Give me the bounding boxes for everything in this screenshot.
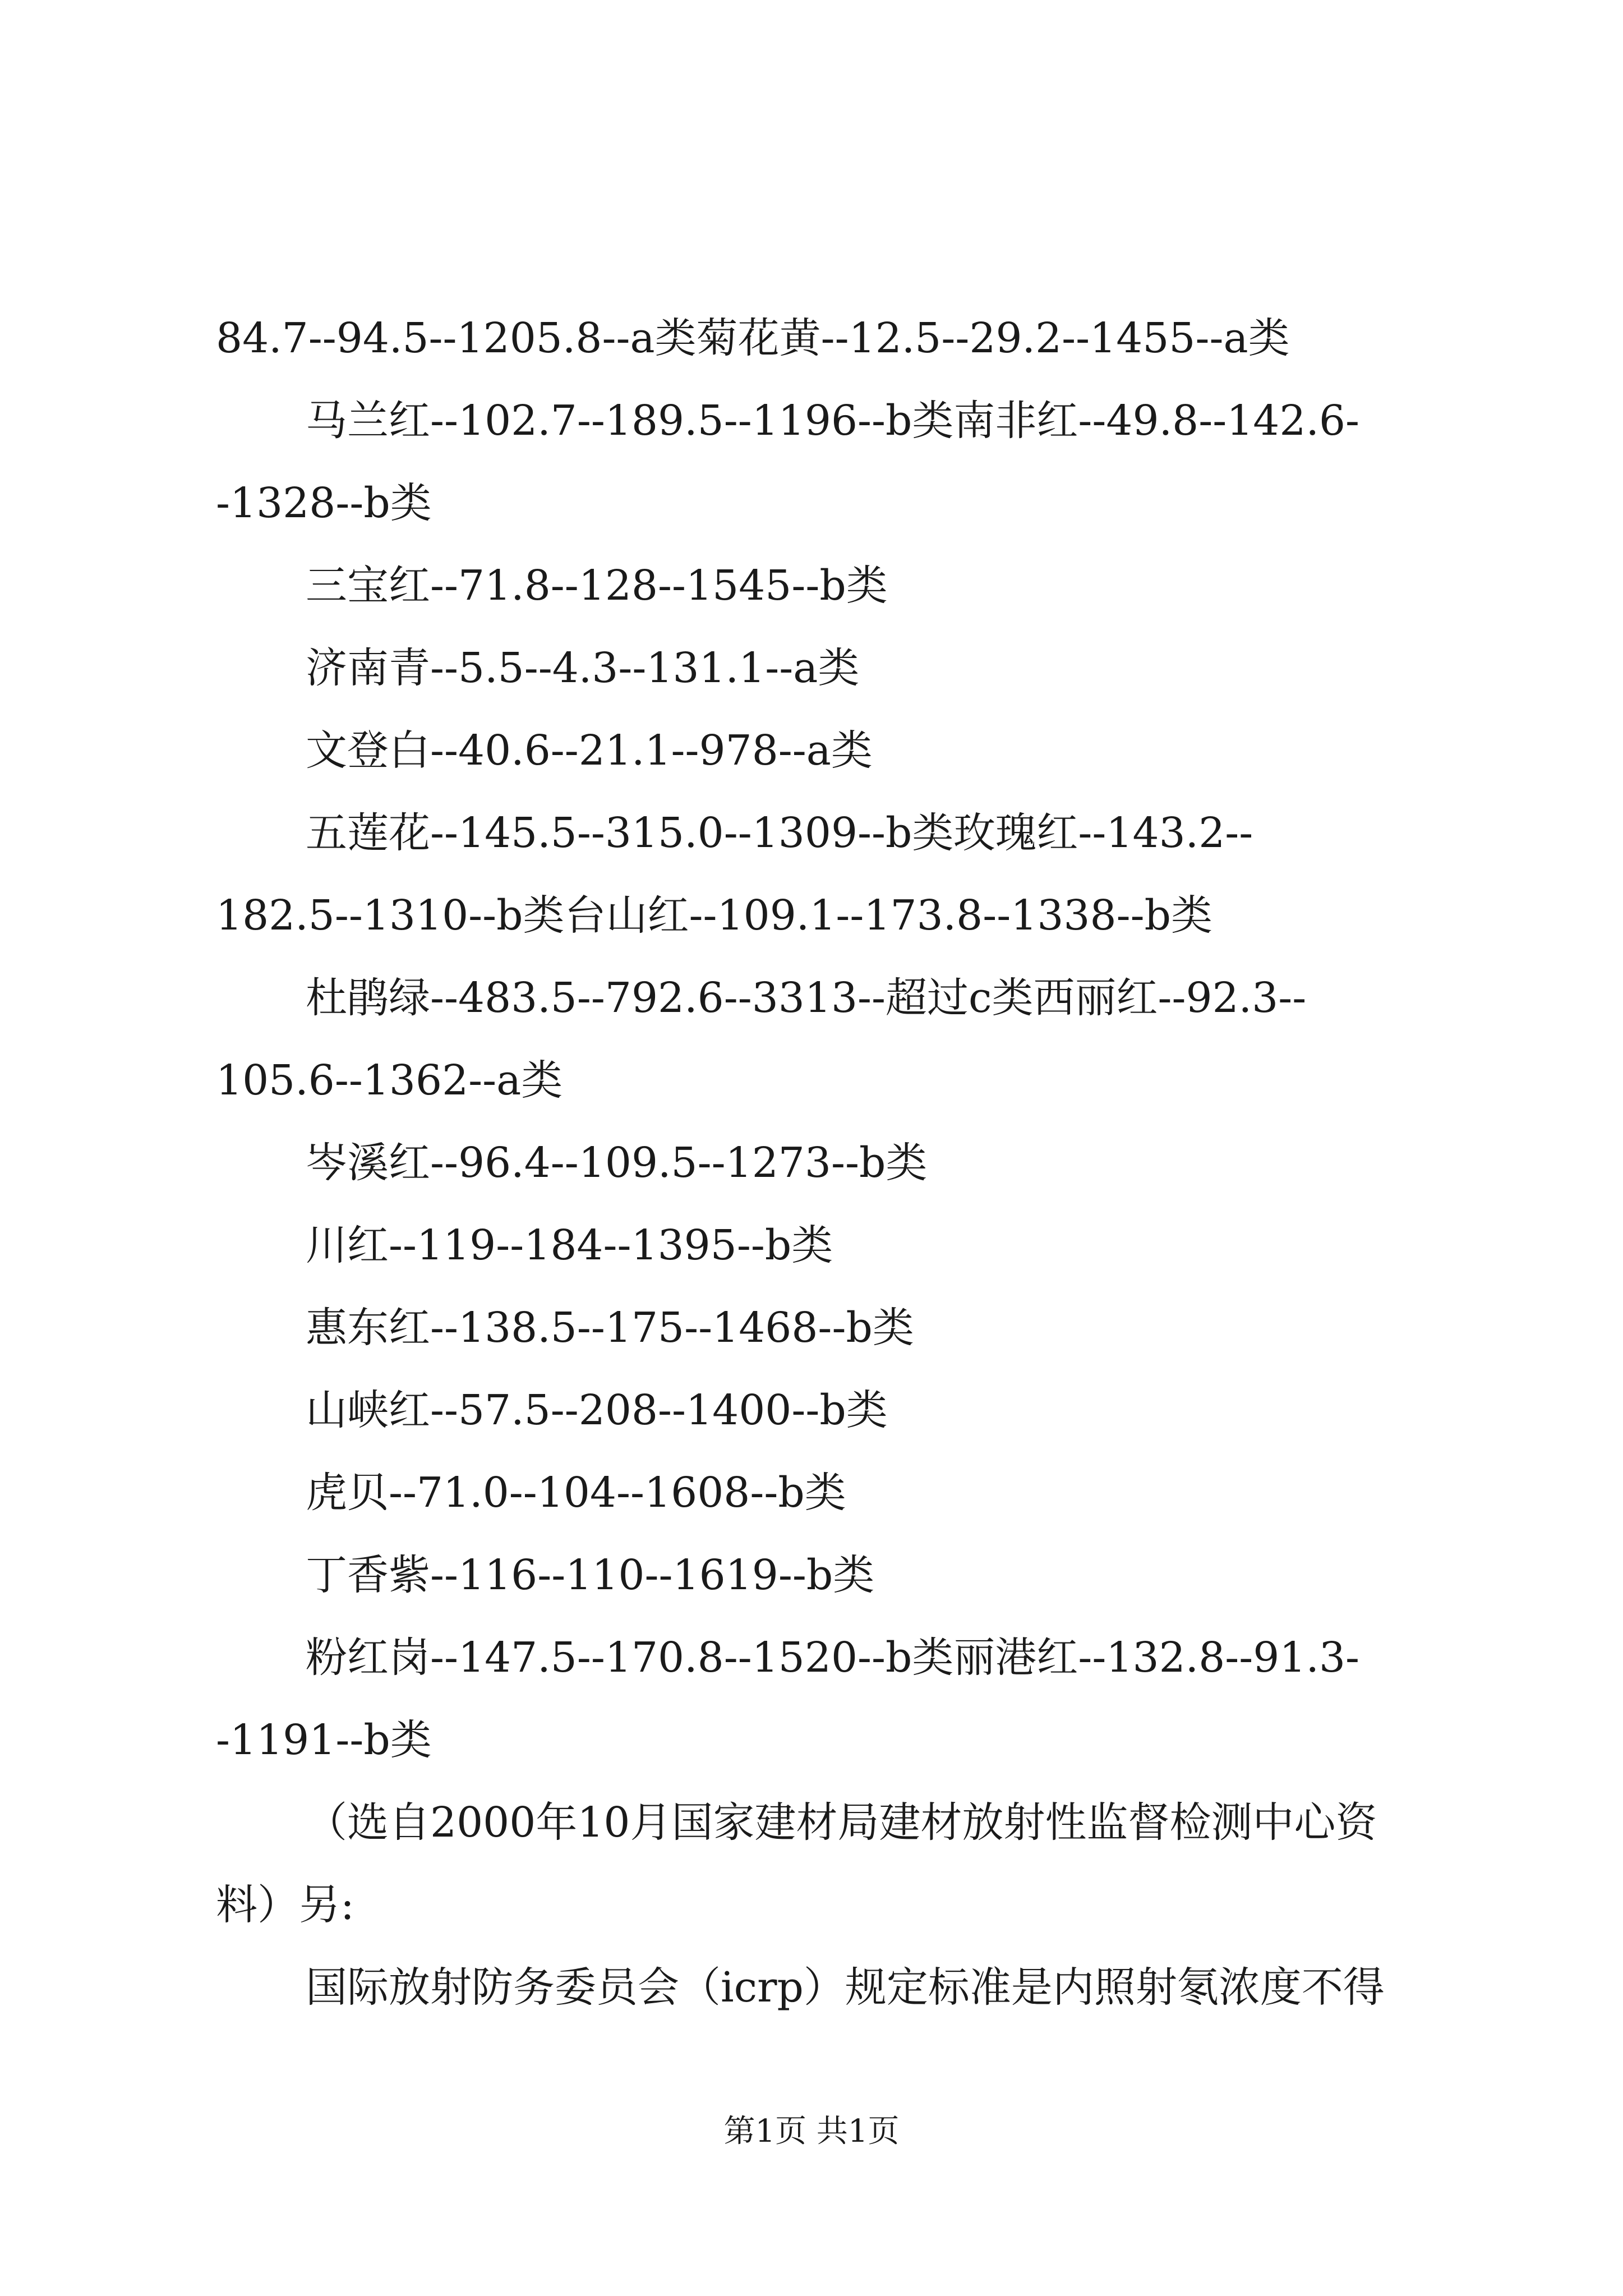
text-line: -1191--b类 xyxy=(216,1716,432,1764)
document-body xyxy=(216,297,1422,2029)
text-line: 虎贝--71.0--104--1608--b类 xyxy=(306,1469,846,1517)
page-footer: 第1页 共1页 xyxy=(723,2113,900,2150)
text-line: 三宝红--71.8--128--1545--b类 xyxy=(306,562,888,610)
text-line: 五莲花--145.5--315.0--1309--b类玫瑰红--143.2-- xyxy=(306,809,1253,857)
text-line: 国际放射防务委员会（icrp）规定标准是内照射氡浓度不得 xyxy=(306,1963,1385,2012)
text-line: 84.7--94.5--1205.8--a类菊花黄--12.5--29.2--1455--a类 xyxy=(216,314,1290,362)
text-line: 丁香紫--116--110--1619--b类 xyxy=(306,1551,875,1599)
text-line: -1328--b类 xyxy=(216,479,432,527)
text-line: 岑溪红--96.4--109.5--1273--b类 xyxy=(306,1139,928,1187)
text-line: 粉红岗--147.5--170.8--1520--b类丽港红--132.8--91.3- xyxy=(306,1634,1360,1682)
text-line: 文登白--40.6--21.1--978--a类 xyxy=(306,726,873,775)
text-line: 山峡红--57.5--208--1400--b类 xyxy=(306,1386,888,1434)
text-line: 济南青--5.5--4.3--131.1--a类 xyxy=(306,644,860,692)
text-line: 105.6--1362--a类 xyxy=(216,1056,563,1105)
text-line: 马兰红--102.7--189.5--1196--b类南非红--49.8--142.6- xyxy=(306,397,1360,445)
text-line: 杜鹃绿--483.5--792.6--3313--超过c类西丽红--92.3-- xyxy=(306,974,1307,1022)
text-line: 川红--119--184--1395--b类 xyxy=(306,1221,833,1269)
text-line: 惠东红--138.5--175--1468--b类 xyxy=(306,1304,914,1352)
text-line: 料）另: xyxy=(216,1881,354,1929)
text-line: （选自2000年10月国家建材局建材放射性监督检测中心资 xyxy=(306,1798,1377,1847)
text-line: 182.5--1310--b类台山红--109.1--173.8--1338--b类 xyxy=(216,891,1212,940)
